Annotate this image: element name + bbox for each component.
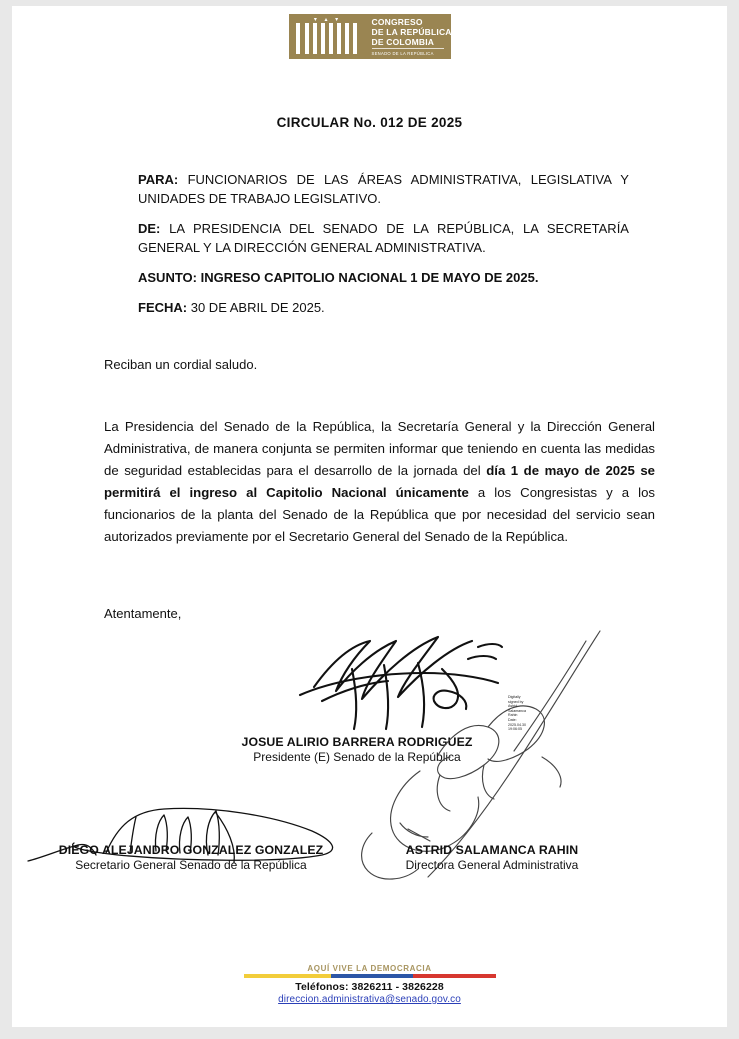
digsig-line-8: 19:06:05 — [508, 727, 522, 732]
signer-title-director: Directora General Administrativa — [405, 858, 579, 872]
footer-email-link[interactable]: direccion.administrativa@senado.gov.co — [278, 994, 461, 1005]
logo-birds-ornament: ▾ ▴ ▾ — [313, 17, 342, 23]
document-footer — [12, 964, 727, 1005]
signer-name-president: JOSUE ALIRIO BARRERA RODRIGUEZ — [241, 735, 473, 749]
signature-block-secretary — [26, 843, 356, 872]
meta-label-para: PARA: — [138, 172, 179, 187]
signature-ink-josue-alirio-barrera — [292, 629, 522, 739]
main-paragraph — [104, 416, 655, 548]
meta-label-asunto: ASUNTO: INGRESO CAPITOLIO NACIONAL 1 DE MAYO DE 2025. — [138, 270, 539, 285]
document-header — [12, 6, 727, 59]
flag-stripe-yellow — [244, 974, 331, 978]
document-meta-block — [138, 170, 629, 317]
signer-title-secretary: Secretario General Senado de la República — [75, 858, 307, 872]
signature-block-director — [352, 843, 632, 872]
page-title: CIRCULAR No. 012 DE 2025 — [276, 115, 463, 130]
closing-text: Atentamente, — [104, 606, 182, 621]
digsig-line-7: 2025.04.30 — [508, 722, 526, 727]
paragraph-part-2: a los Congresistas y a los funcionarios de la planta del Senado de la República que por necesidad del servicio sean autorizados previamente por el Secretario General del Senado de la República. — [104, 485, 655, 544]
meta-row-de — [138, 219, 629, 257]
meta-row-para — [138, 170, 629, 208]
meta-label-fecha: FECHA: — [138, 300, 188, 315]
meta-row-fecha — [138, 298, 629, 317]
logo-line-congreso: CONGRESO — [371, 17, 423, 27]
logo-line-colombia: DE COLOMBIA — [371, 37, 435, 47]
digsig-line-5: Rahin — [508, 713, 518, 718]
logo-wordmark — [365, 14, 451, 59]
logo-line-senado: SENADO DE LA REPÚBLICA — [372, 48, 444, 58]
meta-value-de: LA PRESIDENCIA DEL SENADO DE LA REPÚBLICA, LA SECRETARÍA GENERAL Y LA DIRECCIÓN GENERAL ADMINISTRATIVA. — [138, 221, 629, 255]
signer-title-president: Presidente (E) Senado de la República — [253, 750, 461, 764]
paragraph-part-1: La Presidencia del Senado de la República, la Secretaría General y la Dirección General Administrativa, de manera conjunta se permiten informar que teniendo en cuenta las medidas de seguridad establecidas para el desarrollo de la jornada del — [104, 419, 655, 478]
digsig-line-2: signed by — [508, 699, 524, 704]
signer-name-director: ASTRID SALAMANCA RAHIN — [405, 843, 579, 857]
signature-block-president — [187, 735, 527, 764]
signer-name-secretary: DIEGO ALEJANDRO GONZALEZ GONZALEZ — [58, 843, 324, 857]
colombia-flag-bar-icon — [244, 974, 496, 978]
flag-stripe-red — [413, 974, 495, 978]
logo-line-republica: DE LA REPÚBLICA — [371, 27, 452, 37]
digital-signature-stamp — [508, 695, 550, 732]
congreso-republica-colombia-logo — [289, 14, 451, 59]
capitol-columns-icon — [289, 14, 365, 59]
document-page — [12, 6, 727, 1027]
document-body — [104, 355, 655, 621]
meta-row-asunto — [138, 268, 629, 287]
meta-label-de: DE: — [138, 221, 161, 236]
greeting-text: Reciban un cordial saludo. — [104, 357, 258, 372]
meta-value-fecha: 30 DE ABRIL DE 2025. — [190, 300, 325, 315]
digsig-line-6: Date: — [508, 717, 517, 722]
paragraph-bold-highlight: día 1 de mayo de 2025 se permitirá el ingreso al Capitolio Nacional únicamente — [104, 463, 655, 500]
footer-slogan: AQUÍ VIVE LA DEMOCRACIA — [307, 964, 432, 973]
footer-phones: Teléfonos: 3826211 - 3826228 — [295, 981, 444, 993]
signature-area — [12, 625, 727, 872]
digsig-line-4: Salamanca — [508, 708, 526, 713]
meta-value-para: FUNCIONARIOS DE LAS ÁREAS ADMINISTRATIVA, LEGISLATIVA Y UNIDADES DE TRABAJO LEGISLATIVO. — [138, 172, 629, 206]
flag-stripe-blue — [331, 974, 413, 978]
digsig-line-1: Digitally — [508, 695, 521, 699]
digsig-line-3: Astrid — [508, 704, 518, 709]
